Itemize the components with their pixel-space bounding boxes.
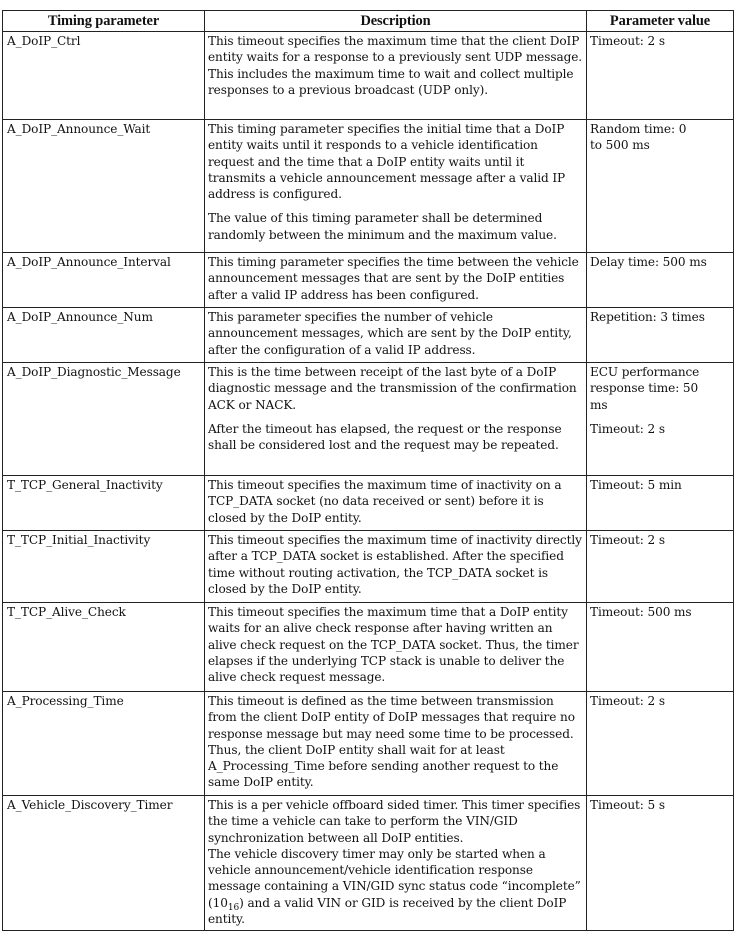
description-paragraph bbox=[208, 846, 583, 927]
row-parameter-value bbox=[587, 692, 734, 796]
row-parameter-value bbox=[587, 476, 734, 531]
row-parameter-name: T_TCP_Initial_Inactivity bbox=[3, 531, 205, 603]
value-text: ECU performance response time: 50 ms bbox=[590, 365, 700, 412]
description-text: The vehicle discovery timer may only be started when a vehicle announcement/vehicle identification response message containing a VIN/GID sync status code “incomplete” (10 bbox=[208, 846, 581, 910]
table-row bbox=[3, 796, 734, 931]
description-paragraph: This is a per vehicle offboard sided timer. This timer specifies the time a vehicle can take to perform the VIN/GID synchronization between all DoIP entities. bbox=[208, 798, 581, 845]
table-row bbox=[3, 253, 734, 308]
header-description: Description bbox=[205, 11, 587, 32]
row-parameter-name: T_TCP_General_Inactivity bbox=[3, 476, 205, 531]
table-row bbox=[3, 476, 734, 531]
value-text: Timeout: 2 s bbox=[590, 34, 665, 48]
value-text: Timeout: 5 min bbox=[590, 478, 682, 492]
row-parameter-value bbox=[587, 796, 734, 931]
table-row bbox=[3, 308, 734, 363]
table-row bbox=[3, 120, 734, 253]
row-description bbox=[205, 253, 587, 308]
row-parameter-value bbox=[587, 120, 734, 253]
row-parameter-name: A_DoIP_Ctrl bbox=[3, 32, 205, 120]
table-row bbox=[3, 363, 734, 476]
value-text: Delay time: 500 ms bbox=[590, 255, 707, 269]
header-parameter-value: Parameter value bbox=[587, 11, 734, 32]
subscript-base: 16 bbox=[227, 902, 240, 913]
description-paragraph: This timing parameter specifies the time between the vehicle announcement messages that are sent by the DoIP entities after a valid IP address has been configured. bbox=[208, 255, 579, 302]
table-row bbox=[3, 692, 734, 796]
row-description bbox=[205, 308, 587, 363]
table-row bbox=[3, 531, 734, 603]
value-text: Timeout: 500 ms bbox=[590, 605, 692, 619]
description-paragraph: This timeout specifies the maximum time that the client DoIP entity waits for a response to a previously sent UDP message. This includes the maximum time to wait and collect multiple responses to a previous broadcast (UDP only). bbox=[208, 34, 583, 97]
timing-parameters-table bbox=[2, 10, 734, 931]
description-paragraph: This is the time between receipt of the last byte of a DoIP diagnostic message and the transmission of the confirmation ACK or NACK. bbox=[208, 365, 577, 412]
row-parameter-value bbox=[587, 603, 734, 692]
row-parameter-name: A_DoIP_Announce_Wait bbox=[3, 120, 205, 253]
row-parameter-value bbox=[587, 363, 734, 476]
row-description bbox=[205, 120, 587, 253]
description-paragraph: This timing parameter specifies the initial time that a DoIP entity waits until it responds to a vehicle identification request and the time that a DoIP entity waits until it transmits a vehicle announcement message after a valid IP address is configured. bbox=[208, 122, 566, 202]
row-description bbox=[205, 363, 587, 476]
table-header-row bbox=[3, 11, 734, 32]
value-text: Timeout: 2 s bbox=[590, 421, 665, 436]
value-text: Repetition: 3 times bbox=[590, 310, 705, 324]
row-parameter-value bbox=[587, 531, 734, 603]
description-paragraph: After the timeout has elapsed, the request or the response shall be considered lost and the request may be repeated. bbox=[208, 421, 562, 453]
row-description bbox=[205, 692, 587, 796]
value-text: Random time: 0 to 500 ms bbox=[590, 122, 687, 153]
row-parameter-name: A_DoIP_Announce_Num bbox=[3, 308, 205, 363]
row-parameter-name: A_Vehicle_Discovery_Timer bbox=[3, 796, 205, 931]
row-parameter-name: A_DoIP_Announce_Interval bbox=[3, 253, 205, 308]
value-text: Timeout: 2 s bbox=[590, 533, 665, 547]
description-paragraph: The value of this timing parameter shall be determined randomly between the minimum and the maximum value. bbox=[208, 211, 557, 242]
description-paragraph: This timeout specifies the maximum time of inactivity directly after a TCP_DATA socket is established. After the specified time without routing activation, the TCP_DATA socket is closed by the DoIP entity. bbox=[208, 533, 582, 596]
row-parameter-value bbox=[587, 253, 734, 308]
row-description bbox=[205, 796, 587, 931]
description-paragraph: This timeout is defined as the time between transmission from the client DoIP entity of DoIP messages that require no response message but may need some time to be processed. Thus, the client DoIP entity shall wait for at least A_Processing_Time before sending another request to the same DoIP entity. bbox=[208, 694, 575, 790]
row-parameter-name: A_DoIP_Diagnostic_Message bbox=[3, 363, 205, 476]
row-parameter-name: A_Processing_Time bbox=[3, 692, 205, 796]
row-parameter-value bbox=[587, 308, 734, 363]
row-parameter-value bbox=[587, 32, 734, 120]
table-row bbox=[3, 32, 734, 120]
row-description bbox=[205, 32, 587, 120]
row-parameter-name: T_TCP_Alive_Check bbox=[3, 603, 205, 692]
value-text: Timeout: 5 s bbox=[590, 798, 665, 812]
description-paragraph: This timeout specifies the maximum time of inactivity on a TCP_DATA socket (no data received or sent) before it is closed by the DoIP entity. bbox=[208, 478, 562, 525]
row-description bbox=[205, 476, 587, 531]
description-paragraph: This parameter specifies the number of vehicle announcement messages, which are sent by the DoIP entity, after the configuration of a valid IP address. bbox=[208, 310, 572, 357]
value-text: Timeout: 2 s bbox=[590, 694, 665, 708]
description-text: ) and a valid VIN or GID is received by the client DoIP entity. bbox=[208, 895, 567, 927]
header-timing-parameter: Timing parameter bbox=[3, 11, 205, 32]
description-paragraph: This timeout specifies the maximum time that a DoIP entity waits for an alive check response after having written an alive check request on the TCP_DATA socket. Thus, the timer elapses if the underlying TCP stack is unable to deliver the alive check request message. bbox=[208, 605, 579, 685]
row-description bbox=[205, 531, 587, 603]
table-row bbox=[3, 603, 734, 692]
row-description bbox=[205, 603, 587, 692]
